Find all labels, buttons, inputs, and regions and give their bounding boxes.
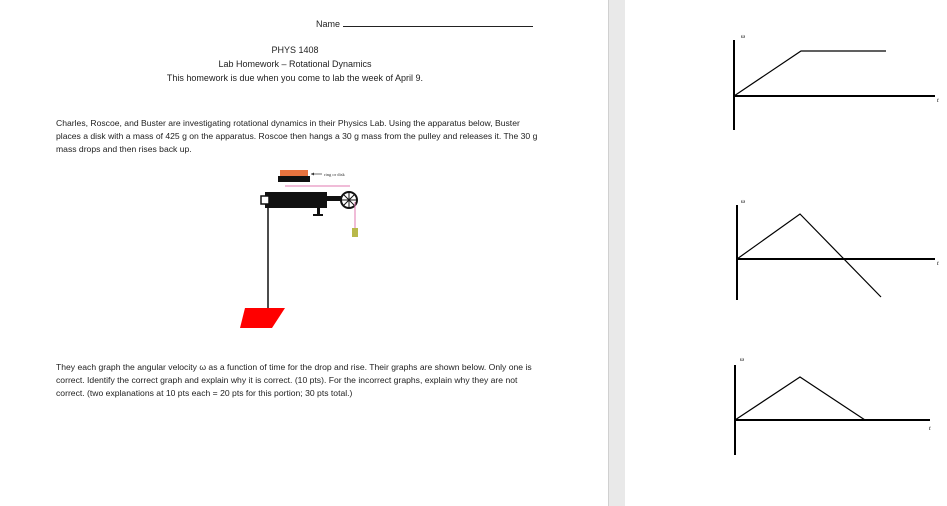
label-arrowhead bbox=[311, 173, 314, 176]
base-foot-plate bbox=[313, 214, 323, 216]
page-gutter bbox=[608, 0, 626, 506]
hanging-mass bbox=[352, 228, 358, 237]
graph-2-x-label: t bbox=[937, 261, 939, 267]
graph-3 bbox=[735, 357, 931, 455]
apparatus-figure bbox=[225, 168, 365, 333]
graph-1-y-label: ω bbox=[741, 34, 745, 40]
graph-2 bbox=[737, 199, 939, 300]
graph-1-x-label: t bbox=[937, 98, 939, 104]
graph-2-y-label: ω bbox=[741, 199, 745, 205]
name-blank-line bbox=[343, 18, 533, 27]
base-body bbox=[265, 192, 327, 208]
disk-holder bbox=[278, 176, 310, 182]
graphs-figure bbox=[625, 0, 947, 506]
due-line: This homework is due when you come to lab the week of April 9. bbox=[166, 73, 424, 83]
graph-1-curve bbox=[734, 51, 886, 96]
graph-3-curve bbox=[735, 377, 865, 420]
disk bbox=[280, 170, 308, 176]
floor-pad bbox=[240, 308, 285, 328]
assignment-title: Lab Homework – Rotational Dynamics bbox=[218, 59, 372, 69]
graph-2-curve bbox=[737, 214, 881, 297]
graph-3-x-label: t bbox=[929, 426, 931, 432]
question-paragraph: They each graph the angular velocity ω as a function of time for the drop and rise. Their graphs are shown below. Only one is correct. Identify the correct graph and explain why it is correct. (10 pts). For the incorrect graphs, explain why they are not correct. (two explanations at 10 pts each = 20 pts for this portion; 30 pts total.) bbox=[56, 362, 532, 398]
apparatus-label: ring or disk bbox=[324, 172, 345, 177]
name-field bbox=[316, 18, 533, 29]
graph-3-y-label: ω bbox=[740, 357, 744, 363]
graph-1 bbox=[734, 34, 939, 130]
intro-paragraph: Charles, Roscoe, and Buster are investigating rotational dynamics in their Physics Lab. Using the apparatus below, Buster places a disk with a mass of 425 g on the apparatus. Roscoe then hangs a 30 g mass from the pulley and releases it. The 30 g mass drops and then rises back up. bbox=[56, 118, 538, 154]
base-left-clamp bbox=[261, 196, 269, 204]
name-label: Name bbox=[316, 19, 341, 29]
course-title: PHYS 1408 bbox=[271, 45, 319, 55]
